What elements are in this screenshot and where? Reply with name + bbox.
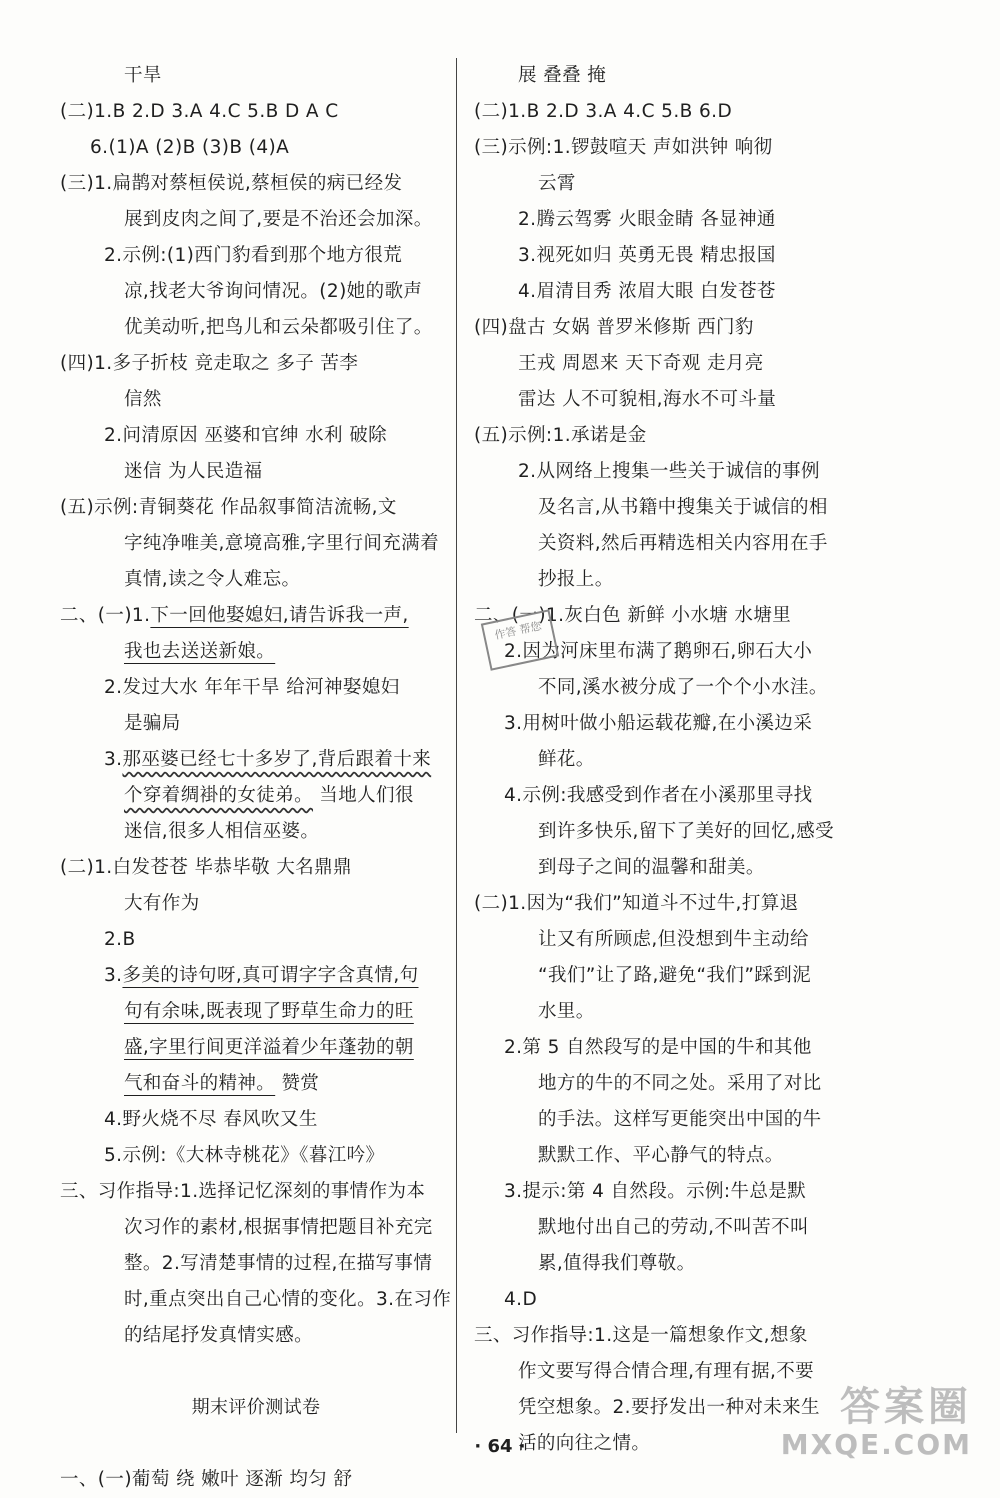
answer-line: 三、习作指导:1.选择记忆深刻的事情作为本 [60, 1181, 426, 1202]
underlined-text: 下一回他娶媳妇,请告诉我一声, [150, 605, 409, 626]
answer-line: 关资料,然后再精选相关内容用在手 [538, 533, 828, 554]
answer-line: 2.示例:(1)西门豹看到那个地方很荒 [104, 245, 403, 266]
answer-line: 默地付出自己的劳动,不叫苦不叫 [538, 1217, 809, 1238]
answer-line [60, 1030, 452, 1066]
answer-line: (二)1.白发苍苍 毕恭毕敬 大名鼎鼎 [60, 857, 352, 878]
answer-line: 3.提示:第 4 自然段。示例:牛总是默 [504, 1181, 807, 1202]
column-divider [456, 58, 457, 1433]
answer-line: 活的向往之情。 [518, 1433, 651, 1454]
answer-line: 不同,溪水被分成了一个个小水洼。 [538, 677, 828, 698]
answer-line: 信然 [124, 389, 162, 410]
answer-line: (四)盘古 女娲 普罗米修斯 西门豹 [474, 317, 754, 338]
answer-line: 干旱 [124, 65, 162, 86]
answer-line: (五)示例:青铜葵花 作品叙事简洁流畅,文 [60, 497, 397, 518]
answer-line: 及名言,从书籍中搜集关于诚信的相 [538, 497, 828, 518]
answer-line: 时,重点突出自己心情的变化。3.在习作 [124, 1289, 452, 1310]
answer-line: 2.从网络上搜集一些关于诚信的事例 [518, 461, 820, 482]
underlined-text: 多美的诗句呀,真可谓字字含真情,句 [122, 965, 419, 986]
answer-line: 2.因为河床里布满了鹅卵石,卵石大小 [504, 641, 813, 662]
answer-line: 2.问清原因 巫婆和官绅 水利 破除 [104, 425, 387, 446]
answer-line: (二)1.因为“我们”知道斗不过牛,打算退 [474, 893, 799, 914]
answer-line: 次习作的素材,根据事情把题目补充完 [124, 1217, 433, 1238]
answer-line: 雷达 人不可貌相,海水不可斗量 [518, 389, 777, 410]
stamp-logo: 作答 帮您 [481, 609, 559, 671]
answer-line: (五)示例:1.承诺是金 [474, 425, 647, 446]
answer-line: 真情,读之令人难忘。 [124, 569, 301, 590]
answer-line: 4.眉清目秀 浓眉大眼 白发苍苍 [518, 281, 776, 302]
answer-line: 作文要写得合情合理,有理有据,不要 [518, 1361, 815, 1382]
answer-line: 大有作为 [124, 893, 200, 914]
answer-line: 水里。 [538, 1001, 595, 1022]
answer-line: 是骗局 [124, 713, 181, 734]
answer-line: 二、(一)1.下一回他娶媳妇,请告诉我一声, [60, 605, 409, 626]
answer-line: 3.用树叶做小船运载花瓣,在小溪边采 [504, 713, 813, 734]
answer-line: 凉,找老大爷询问情况。(2)她的歌声 [124, 281, 423, 302]
answer-line: 个穿着绸褂的女徒弟。 当地人们很 [124, 785, 414, 806]
answer-line: 展到皮肉之间了,要是不治还会加深。 [124, 209, 433, 230]
answer-line: 4.D [504, 1289, 538, 1310]
answer-line: 4.野火烧不尽 春风吹又生 [104, 1109, 318, 1130]
answer-line: 的结尾抒发真情实感。 [124, 1325, 314, 1346]
answer-line: (二)1.B 2.D 3.A 4.C 5.B D A C [60, 101, 339, 122]
answer-line: 鲜花。 [538, 749, 595, 770]
answer-line: 5.示例:《大林寺桃花》《暮江吟》 [104, 1145, 385, 1166]
answer-line: 到母子之间的温馨和甜美。 [538, 857, 765, 878]
underlined-text: 我也去送送新娘。 [124, 641, 276, 662]
answer-line: 的手法。这样写更能突出中国的牛 [538, 1109, 822, 1130]
underlined-text: 盛,字里行间更洋溢着少年蓬勃的朝 [124, 1037, 414, 1058]
answer-line: 2.B [104, 929, 136, 950]
answer-line: 让又有所顾虑,但没想到牛主动给 [538, 929, 809, 950]
answer-line: “我们”让了路,避免“我们”踩到泥 [538, 965, 812, 986]
answer-line: 地方的牛的不同之处。采用了对比 [538, 1073, 822, 1094]
answer-line [60, 994, 452, 1030]
answer-line: (三)1.扁鹊对蔡桓侯说,蔡桓侯的病已经发 [60, 173, 403, 194]
right-column [474, 58, 866, 1462]
underlined-text: 句有余味,既表现了野草生命力的旺 [124, 1001, 414, 1022]
answer-line: 2.第 5 自然段写的是中国的牛和其他 [504, 1037, 812, 1058]
answer-line: 气和奋斗的精神。 赞赏 [124, 1073, 320, 1094]
answer-line: 2.腾云驾雾 火眼金睛 各显神通 [518, 209, 776, 230]
underlined-text: 气和奋斗的精神。 [124, 1073, 276, 1094]
answer-line: 一、(一)葡萄 绕 嫩叶 逐渐 均匀 舒 [60, 1469, 353, 1490]
answer-line: (二)1.B 2.D 3.A 4.C 5.B 6.D [474, 101, 733, 122]
watermark-logo: 答案圈 [840, 1384, 972, 1430]
answer-line: (四)1.多子折枝 竞走取之 多子 苦李 [60, 353, 359, 374]
wavy-underlined-text: 那巫婆已经七十多岁了,背后跟着十来 [122, 749, 432, 770]
answer-line: 2.发过大水 年年干旱 给河神娶媳妇 [104, 677, 400, 698]
watermark-url: MXQE.COM [780, 1428, 972, 1461]
answer-line: 二、(一)1.灰白色 新鲜 小水塘 水塘里 [474, 605, 792, 626]
answer-line: (三)示例:1.锣鼓喧天 声如洪钟 响彻 [474, 137, 773, 158]
answer-line: 3.多美的诗句呀,真可谓字字含真情,句 [104, 965, 419, 986]
answer-line: 4.示例:我感受到作者在小溪那里寻找 [504, 785, 813, 806]
answer-line: 优美动听,把鸟儿和云朵都吸引住了。 [124, 317, 433, 338]
answer-line: 云霄 [538, 173, 576, 194]
watermark [772, 1375, 982, 1461]
answer-line: 迷信,很多人相信巫婆。 [124, 821, 320, 842]
answer-line: 6.(1)A (2)B (3)B (4)A [90, 137, 290, 158]
answer-line: 累,值得我们尊敬。 [538, 1253, 696, 1274]
answer-line: 王戎 周恩来 天下奇观 走月亮 [518, 353, 764, 374]
page-number: · 64 · [474, 1436, 526, 1457]
answer-line: 3.那巫婆已经七十多岁了,背后跟着十来 [104, 749, 432, 770]
answer-line: 迷信 为人民造福 [124, 461, 263, 482]
answer-line: 期末评价测试卷 [191, 1397, 321, 1418]
left-column [60, 58, 452, 1498]
wavy-underlined-text: 个穿着绸褂的女徒弟。 [124, 785, 314, 806]
answer-line: 三、习作指导:1.这是一篇想象作文,想象 [474, 1325, 808, 1346]
answer-line: 默默工作、平心静气的特点。 [538, 1145, 784, 1166]
answer-line [60, 634, 452, 670]
answer-line: 到许多快乐,留下了美好的回忆,感受 [538, 821, 835, 842]
answer-line [60, 1354, 452, 1390]
answer-line: 凭空想象。2.要抒发出一种对未来生 [518, 1397, 820, 1418]
answer-line: 展 叠叠 掩 [518, 65, 607, 86]
answer-line: 3.视死如归 英勇无畏 精忠报国 [518, 245, 776, 266]
answer-line: 整。2.写清楚事情的过程,在描写事情 [124, 1253, 433, 1274]
answer-line: 字纯净唯美,意境高雅,字里行间充满着 [124, 533, 439, 554]
answer-line: 抄报上。 [538, 569, 614, 590]
